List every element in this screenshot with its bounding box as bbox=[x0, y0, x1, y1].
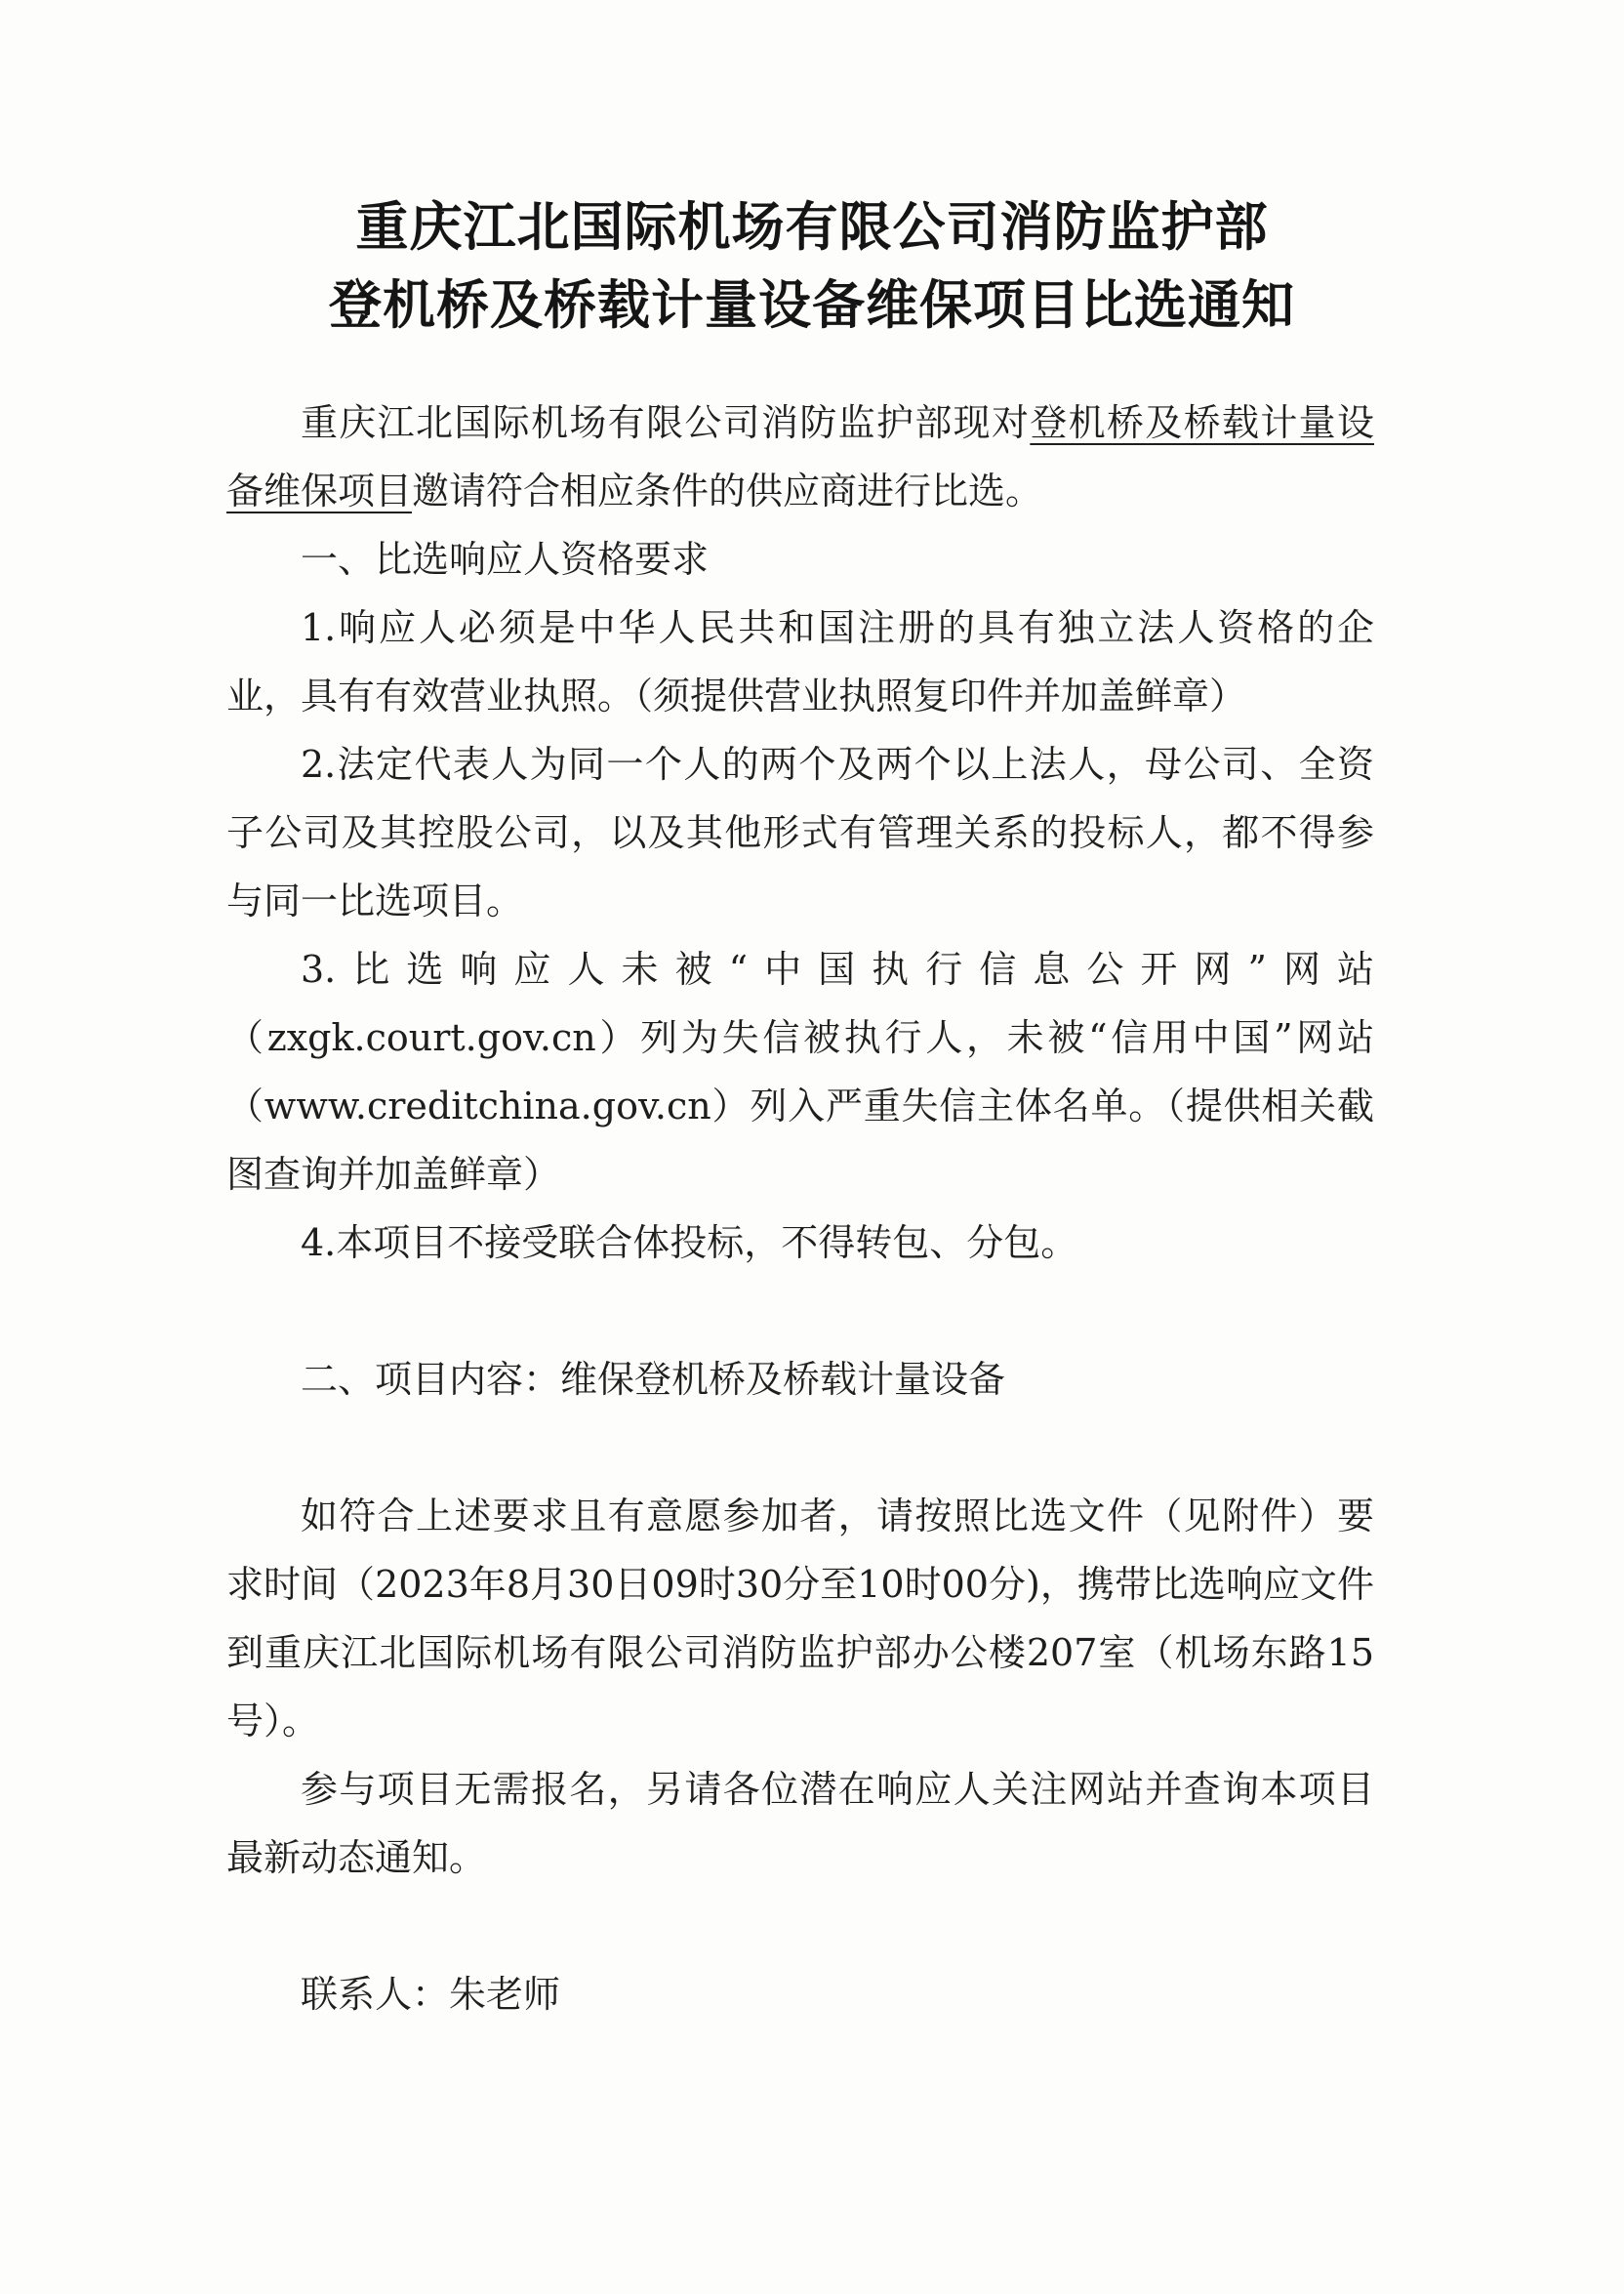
submission-paragraph: 如符合上述要求且有意愿参加者，请按照比选文件（见附件）要求时间（2023年8月30日09时30分至10时00分)，携带比选响应文件到重庆江北国际机场有限公司消防监护部办公楼207室（机场东路15号）。 bbox=[226, 1495, 1374, 1742]
requirement-item-2: 2.法定代表人为同一个人的两个及两个以上法人，母公司、全资子公司及其控股公司，以及其他形式有管理关系的投标人，都不得参与同一比选项目。 bbox=[226, 743, 1374, 922]
spacer bbox=[226, 1413, 1374, 1482]
contact-line: 联系人：朱老师 bbox=[301, 1973, 561, 2016]
requirement-item-3: 3.比选响应人未被“中国执行信息公开网”网站（zxgk.court.gov.cn）列为失信被执行人，未被“信用中国”网站（www.creditchina.gov.cn）列入严重失信主体名单。（提供相关截图查询并加盖鲜章） bbox=[226, 948, 1374, 1196]
intro-after: 邀请符合相应条件的供应商进行比选。 bbox=[412, 470, 1043, 512]
requirement-item-4: 4.本项目不接受联合体投标，不得转包、分包。 bbox=[301, 1221, 1078, 1264]
document-body bbox=[226, 389, 1374, 2028]
document-title-line-2: 登机桥及桥载计量设备维保项目比选通知 bbox=[329, 274, 1295, 336]
spacer bbox=[226, 1277, 1374, 1345]
document-title-line-1: 重庆江北国际机场有限公司消防监护部 bbox=[355, 196, 1269, 258]
spacer bbox=[226, 1892, 1374, 1960]
section2-heading: 二、项目内容：维保登机桥及桥载计量设备 bbox=[301, 1358, 1006, 1401]
section1-heading: 一、比选响应人资格要求 bbox=[301, 538, 710, 581]
requirement-item-1: 1.响应人必须是中华人民共和国注册的具有独立法人资格的企业，具有有效营业执照。（须提供营业执照复印件并加盖鲜章） bbox=[226, 606, 1374, 717]
notice-paragraph: 参与项目无需报名，另请各位潜在响应人关注网站并查询本项目最新动态通知。 bbox=[226, 1768, 1374, 1879]
intro-paragraph bbox=[226, 389, 1374, 525]
intro-before: 重庆江北国际机场有限公司消防监护部现对 bbox=[301, 401, 1031, 444]
project-name: 登机桥及桥载计量设备维保项目 bbox=[226, 401, 1374, 512]
